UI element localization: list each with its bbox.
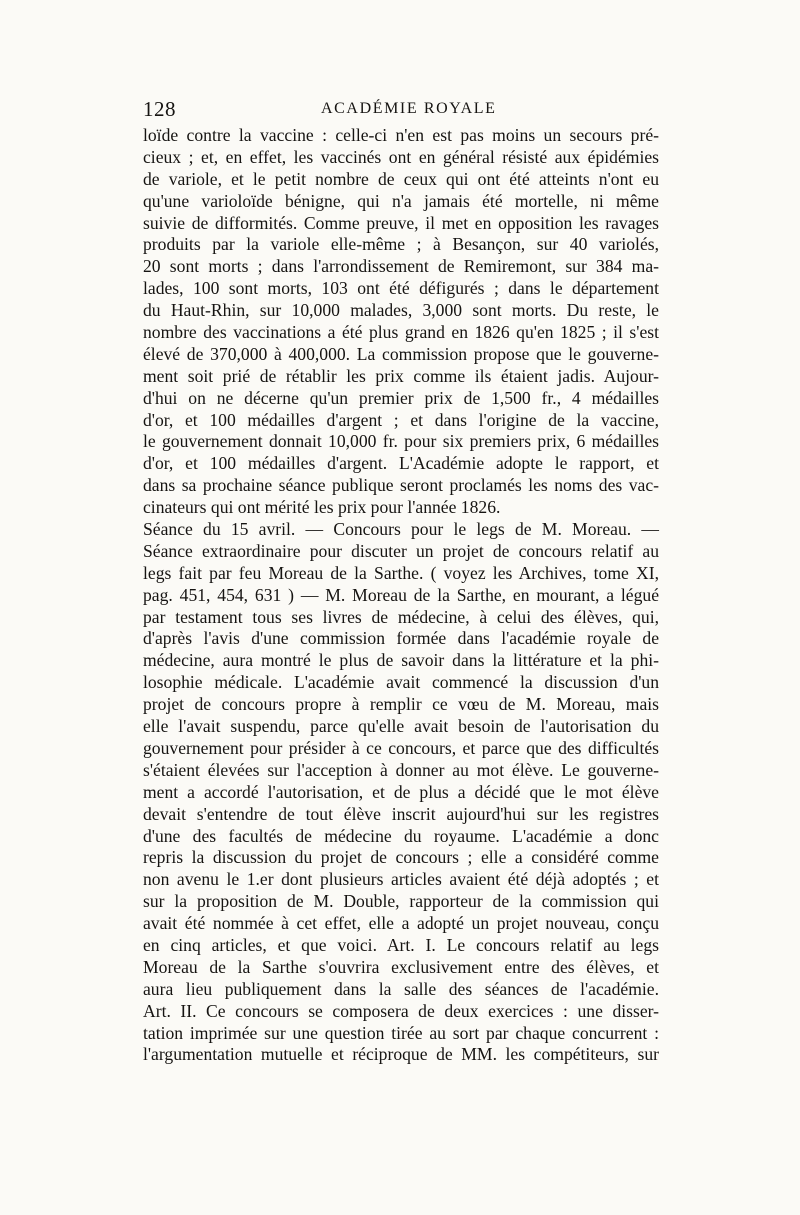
text-line: aura lieu publiquement dans la salle des séances de l'académie. bbox=[143, 978, 659, 999]
text-line: qu'une varioloïde bénigne, qui n'a jamais été mortelle, ni même bbox=[143, 190, 659, 211]
text-line: losophie médicale. L'académie avait commencé la discussion d'un bbox=[143, 672, 659, 693]
running-head bbox=[143, 97, 659, 123]
text-line: d'or, et 100 médailles d'argent ; et dans l'origine de la vaccine, bbox=[143, 409, 659, 430]
text-line: legs fait par feu Moreau de la Sarthe. ( voyez les Archives, tome XI, bbox=[143, 562, 659, 583]
text-line: médecine, aura montré le plus de savoir dans la littérature et la phi- bbox=[143, 650, 659, 671]
text-line: gouvernement pour présider à ce concours, et parce que des difficultés bbox=[143, 737, 659, 758]
text-line: elle l'avait suspendu, parce qu'elle avait besoin de l'autorisation du bbox=[143, 716, 659, 737]
text-line: d'une des facultés de médecine du royaume. L'académie a donc bbox=[143, 825, 659, 846]
text-line: loïde contre la vaccine : celle-ci n'en est pas moins un secours pré- bbox=[143, 125, 659, 145]
text-line: de variole, et le petit nombre de ceux qui ont été atteints n'ont eu bbox=[143, 168, 659, 189]
text-line: dans sa prochaine séance publique seront proclamés les noms des vac- bbox=[143, 475, 659, 496]
text-line: cinateurs qui ont mérité les prix pour l'année 1826. bbox=[143, 497, 501, 518]
text-line: devait s'entendre de tout élève inscrit aujourd'hui sur les registres bbox=[143, 803, 659, 824]
text-line: le gouvernement donnait 10,000 fr. pour six premiers prix, 6 médailles bbox=[143, 431, 659, 452]
text-line: s'étaient élevées sur l'acception à donner au mot élève. Le gouverne- bbox=[143, 759, 659, 780]
text-line: nombre des vaccinations a été plus grand en 1826 qu'en 1825 ; il s'est bbox=[143, 322, 659, 343]
text-line: élevé de 370,000 à 400,000. La commission propose que le gouverne- bbox=[143, 343, 659, 364]
text-line: par testament tous ses livres de médecine, à celui des élèves, qui, bbox=[143, 606, 659, 627]
text-line: ment a accordé l'autorisation, et de plus a décidé que le mot élève bbox=[143, 781, 659, 802]
text-line: Moreau de la Sarthe s'ouvrira exclusivement entre des élèves, et bbox=[143, 956, 659, 977]
text-line: d'hui on ne décerne qu'un premier prix de 1,500 fr., 4 médailles bbox=[143, 387, 659, 408]
text-line: non avenu le 1.er dont plusieurs articles avaient été déjà adoptés ; et bbox=[143, 869, 659, 890]
running-title: ACADÉMIE ROYALE bbox=[321, 100, 497, 117]
text-line: Séance du 15 avril. — Concours pour le legs de M. Moreau. — bbox=[143, 519, 659, 540]
text-line: lades, 100 sont morts, 103 ont été défigurés ; dans le département bbox=[143, 278, 659, 299]
page-number: 128 bbox=[143, 97, 176, 121]
text-line: ment soit prié de rétablir les prix comme ils étaient jadis. Aujour- bbox=[143, 365, 659, 386]
text-line: produits par la variole elle-même ; à Besançon, sur 40 variolés, bbox=[143, 234, 659, 255]
text-line: l'argumentation mutuelle et réciproque de MM. les compétiteurs, sur bbox=[143, 1044, 659, 1065]
text-line: cieux ; et, en effet, les vaccinés ont en général résisté aux épidémies bbox=[143, 146, 659, 167]
text-line: Séance extraordinaire pour discuter un projet de concours relatif au bbox=[143, 540, 659, 561]
text-line: Art. II. Ce concours se composera de deux exercices : une disser- bbox=[143, 1000, 659, 1021]
text-line: projet de concours propre à remplir ce vœu de M. Moreau, mais bbox=[143, 694, 659, 715]
body-text bbox=[143, 125, 659, 1066]
text-line: repris la discussion du projet de concours ; elle a considéré comme bbox=[143, 847, 659, 868]
text-line: pag. 451, 454, 631 ) — M. Moreau de la Sarthe, en mourant, a légué bbox=[143, 584, 659, 605]
text-line: tation imprimée sur une question tirée au sort par chaque concurrent : bbox=[143, 1022, 659, 1043]
text-line: sur la proposition de M. Double, rapporteur de la commission qui bbox=[143, 891, 659, 912]
text-line: du Haut-Rhin, sur 10,000 malades, 3,000 sont morts. Du reste, le bbox=[143, 300, 659, 321]
text-line: 20 sont morts ; dans l'arrondissement de Remiremont, sur 384 ma- bbox=[143, 256, 659, 277]
text-line: suivie de difformités. Comme preuve, il met en opposition les ravages bbox=[143, 212, 659, 233]
text-line: avait été nommée à cet effet, elle a adopté un projet nouveau, conçu bbox=[143, 913, 659, 934]
text-line: en cinq articles, et que voici. Art. I. Le concours relatif au legs bbox=[143, 934, 659, 955]
text-line: d'après l'avis d'une commission formée dans l'académie royale de bbox=[143, 628, 659, 649]
text-line: d'or, et 100 médailles d'argent. L'Académie adopte le rapport, et bbox=[143, 453, 659, 474]
